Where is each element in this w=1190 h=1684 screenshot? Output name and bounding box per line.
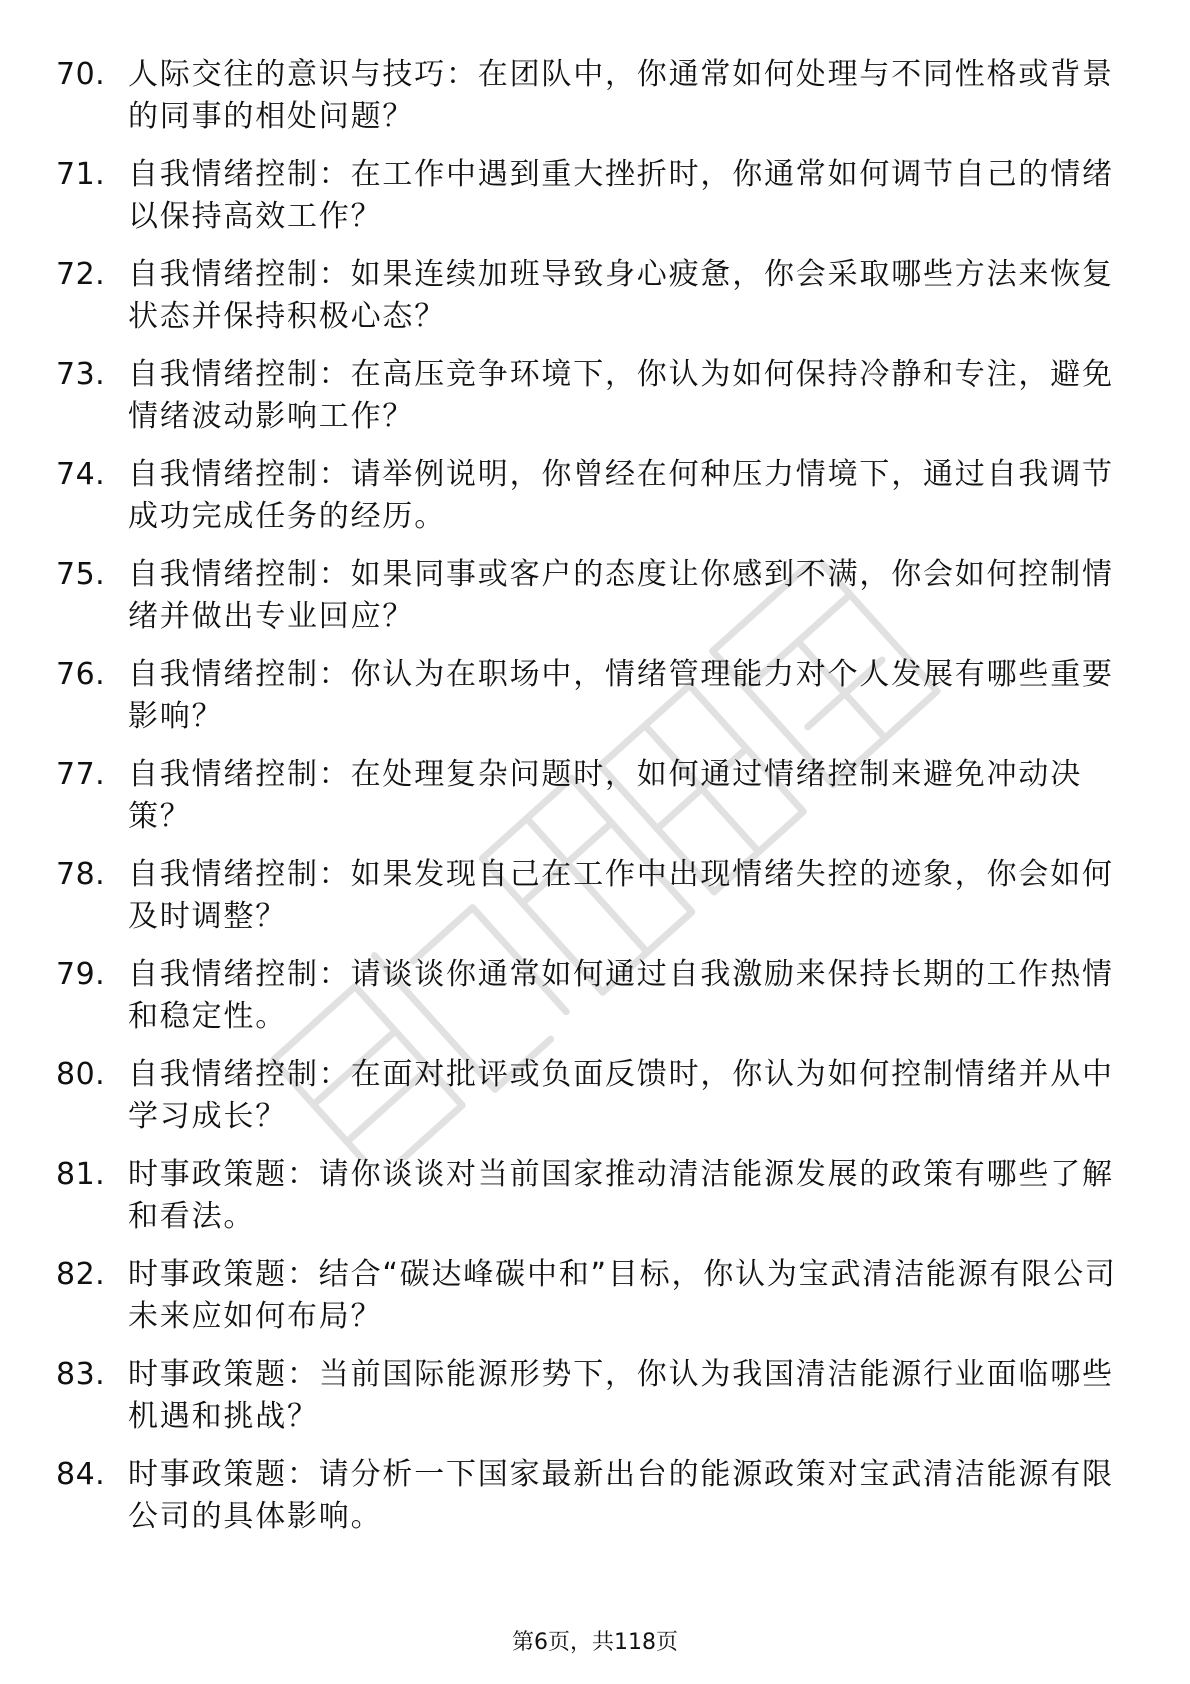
question-number: 80. xyxy=(56,1057,106,1092)
question-item-78 xyxy=(0,854,1190,954)
question-text: 自我情绪控制：如果发现自己在工作中出现情绪失控的迹象，你会如何及时调整？ xyxy=(128,857,1114,934)
question-number: 84. xyxy=(56,1457,106,1492)
question-text: 时事政策题：请你谈谈对当前国家推动清洁能源发展的政策有哪些了解和看法。 xyxy=(128,1157,1114,1234)
question-item-76 xyxy=(0,654,1190,754)
question-item-82 xyxy=(0,1254,1190,1354)
question-text: 时事政策题：请分析一下国家最新出台的能源政策对宝武清洁能源有限公司的具体影响。 xyxy=(128,1457,1114,1534)
question-number: 71. xyxy=(56,157,106,192)
question-number: 76. xyxy=(56,657,106,692)
question-number: 79. xyxy=(56,957,106,992)
question-list xyxy=(0,54,1190,1554)
question-text: 自我情绪控制：在面对批评或负面反馈时，你认为如何控制情绪并从中学习成长？ xyxy=(128,1057,1114,1134)
question-number: 77. xyxy=(56,757,106,792)
question-item-81 xyxy=(0,1154,1190,1254)
question-text: 自我情绪控制：请谈谈你通常如何通过自我激励来保持长期的工作热情和稳定性。 xyxy=(128,957,1114,1034)
question-number: 78. xyxy=(56,857,106,892)
question-text: 时事政策题：当前国际能源形势下，你认为我国清洁能源行业面临哪些机遇和挑战？ xyxy=(128,1357,1114,1434)
question-item-83 xyxy=(0,1354,1190,1454)
question-text: 自我情绪控制：你认为在职场中，情绪管理能力对个人发展有哪些重要影响？ xyxy=(128,657,1114,734)
question-item-70 xyxy=(0,54,1190,154)
question-item-71 xyxy=(0,154,1190,254)
question-text: 自我情绪控制：在处理复杂问题时，如何通过情绪控制来避免冲动决策？ xyxy=(128,757,1082,834)
question-number: 81. xyxy=(56,1157,106,1192)
question-text: 自我情绪控制：在高压竞争环境下，你认为如何保持冷静和专注，避免情绪波动影响工作？ xyxy=(128,357,1114,434)
question-text: 自我情绪控制：在工作中遇到重大挫折时，你通常如何调节自己的情绪以保持高效工作？ xyxy=(128,157,1114,234)
question-item-80 xyxy=(0,1054,1190,1154)
question-number: 82. xyxy=(56,1257,106,1292)
question-item-74 xyxy=(0,454,1190,554)
question-number: 75. xyxy=(56,557,106,592)
question-item-73 xyxy=(0,354,1190,454)
question-item-72 xyxy=(0,254,1190,354)
question-number: 74. xyxy=(56,457,106,492)
question-number: 73. xyxy=(56,357,106,392)
question-text: 自我情绪控制：请举例说明，你曾经在何种压力情境下，通过自我调节成功完成任务的经历。 xyxy=(128,457,1114,534)
question-text: 自我情绪控制：如果同事或客户的态度让你感到不满，你会如何控制情绪并做出专业回应？ xyxy=(128,557,1114,634)
question-number: 72. xyxy=(56,257,106,292)
question-item-79 xyxy=(0,954,1190,1054)
question-item-77 xyxy=(0,754,1190,854)
page-footer: 第6页，共118页 xyxy=(512,1630,678,1655)
question-item-84 xyxy=(0,1454,1190,1554)
question-item-75 xyxy=(0,554,1190,654)
question-text: 自我情绪控制：如果连续加班导致身心疲惫，你会采取哪些方法来恢复状态并保持积极心态？ xyxy=(128,257,1114,334)
question-number: 83. xyxy=(56,1357,106,1392)
question-number: 70. xyxy=(56,57,106,92)
question-text: 时事政策题：结合“碳达峰碳中和”目标，你认为宝武清洁能源有限公司未来应如何布局？ xyxy=(128,1257,1117,1334)
question-text: 人际交往的意识与技巧：在团队中，你通常如何处理与不同性格或背景的同事的相处问题？ xyxy=(128,57,1114,134)
